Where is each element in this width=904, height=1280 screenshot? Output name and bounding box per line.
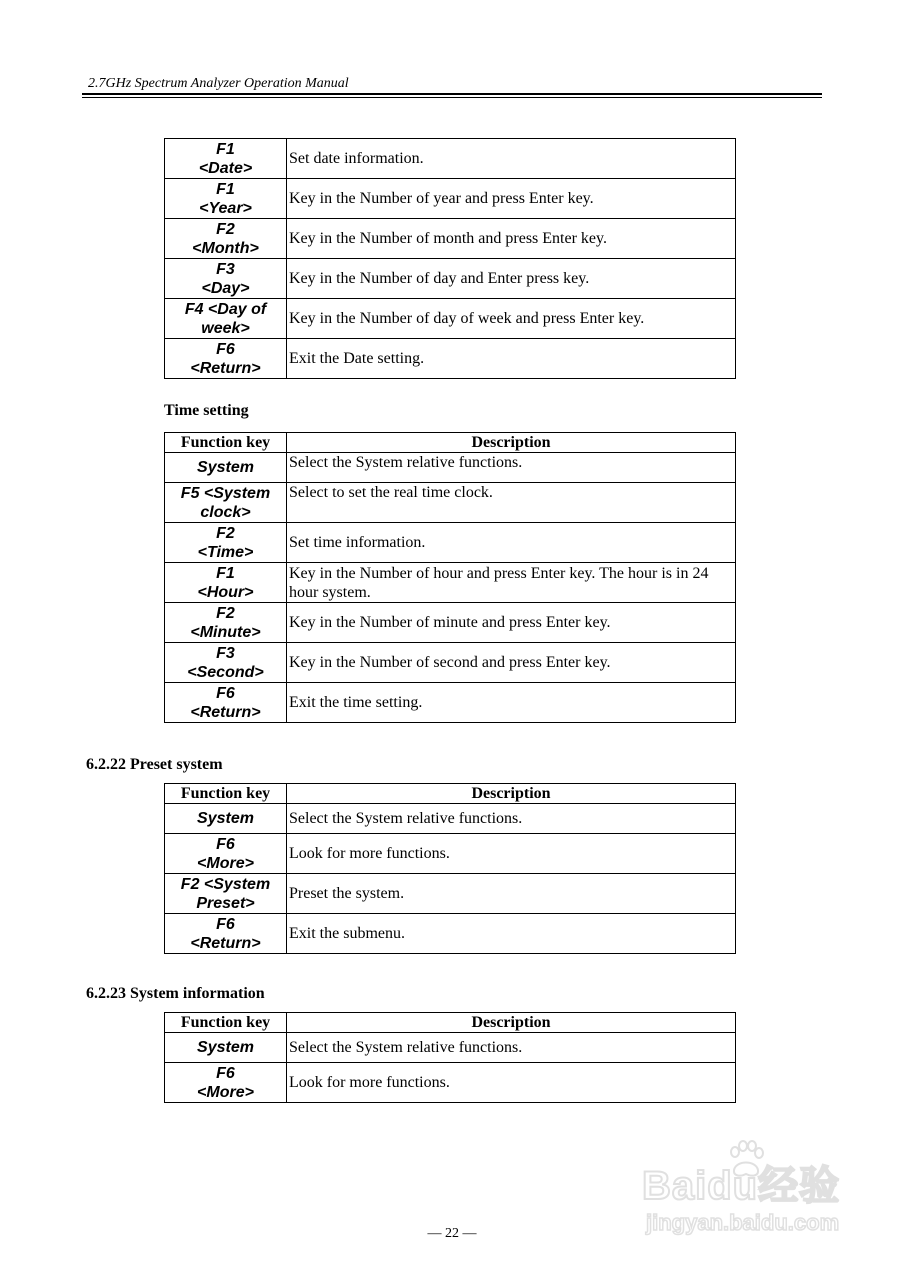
table-row [165, 179, 736, 219]
description-header: Description [287, 784, 736, 804]
system-information-table [164, 1012, 736, 1103]
description-cell: Look for more functions. [287, 834, 736, 874]
watermark-url: jingyan.baidu.com [646, 1210, 840, 1235]
function-key-cell: F6 <Return> [165, 339, 287, 379]
table-row [165, 1063, 736, 1103]
description-cell: Exit the time setting. [287, 683, 736, 723]
table-header-row [165, 433, 736, 453]
function-key-header: Function key [165, 433, 287, 453]
description-cell: Select the System relative functions. [287, 1033, 736, 1063]
table-header-row [165, 1013, 736, 1033]
description-cell: Select the System relative functions. [287, 804, 736, 834]
function-key-cell: F6 <Return> [165, 914, 287, 954]
table-row [165, 834, 736, 874]
table-row [165, 1033, 736, 1063]
table-row [165, 219, 736, 259]
table-row [165, 483, 736, 523]
time-setting-heading: Time setting [164, 402, 249, 419]
description-cell: Key in the Number of day of week and press Enter key. [287, 299, 736, 339]
function-key-cell: F3 <Day> [165, 259, 287, 299]
table-row [165, 804, 736, 834]
table-row [165, 139, 736, 179]
table-row [165, 259, 736, 299]
description-cell: Key in the Number of month and press Enter key. [287, 219, 736, 259]
header-rule [82, 93, 822, 98]
table-row [165, 874, 736, 914]
function-key-cell: F6 <Return> [165, 683, 287, 723]
table-row [165, 603, 736, 643]
page-number: — 22 — [427, 1226, 477, 1241]
function-key-cell: System [165, 1033, 287, 1063]
function-key-cell: F2 <Minute> [165, 603, 287, 643]
description-header: Description [287, 433, 736, 453]
function-key-cell: F6 <More> [165, 834, 287, 874]
date-setting-table [164, 138, 736, 379]
preset-system-table [164, 783, 736, 954]
time-setting-table [164, 432, 736, 723]
description-cell: Key in the Number of day and Enter press key. [287, 259, 736, 299]
function-key-cell: F1 <Year> [165, 179, 287, 219]
preset-system-heading: 6.2.22 Preset system [86, 756, 223, 773]
description-cell: Select the System relative functions. [287, 453, 736, 483]
function-key-cell: System [165, 804, 287, 834]
table-row [165, 453, 736, 483]
table-row [165, 523, 736, 563]
function-key-cell: F5 <System clock> [165, 483, 287, 523]
description-cell: Exit the Date setting. [287, 339, 736, 379]
table-row [165, 339, 736, 379]
description-cell: Key in the Number of second and press Enter key. [287, 643, 736, 683]
function-key-cell: F2 <System Preset> [165, 874, 287, 914]
function-key-cell: F3 <Second> [165, 643, 287, 683]
running-header: 2.7GHz Spectrum Analyzer Operation Manual [88, 76, 349, 91]
table-row [165, 643, 736, 683]
description-cell: Set time information. [287, 523, 736, 563]
description-cell: Key in the Number of minute and press Enter key. [287, 603, 736, 643]
function-key-cell: F2 <Time> [165, 523, 287, 563]
system-information-heading: 6.2.23 System information [86, 985, 265, 1002]
table-row [165, 914, 736, 954]
function-key-cell: System [165, 453, 287, 483]
table-header-row [165, 784, 736, 804]
function-key-cell: F1 <Hour> [165, 563, 287, 603]
watermark-logo-text: Baidu经验 [642, 1164, 841, 1208]
description-cell: Set date information. [287, 139, 736, 179]
description-cell: Preset the system. [287, 874, 736, 914]
table-row [165, 299, 736, 339]
table-row [165, 563, 736, 603]
description-cell: Select to set the real time clock. [287, 483, 736, 523]
function-key-cell: F1 <Date> [165, 139, 287, 179]
function-key-cell: F6 <More> [165, 1063, 287, 1103]
description-header: Description [287, 1013, 736, 1033]
description-cell: Look for more functions. [287, 1063, 736, 1103]
description-cell: Key in the Number of year and press Enter key. [287, 179, 736, 219]
function-key-header: Function key [165, 1013, 287, 1033]
function-key-header: Function key [165, 784, 287, 804]
description-cell: Exit the submenu. [287, 914, 736, 954]
function-key-cell: F2 <Month> [165, 219, 287, 259]
table-row [165, 683, 736, 723]
function-key-cell: F4 <Day of week> [165, 299, 287, 339]
description-cell: Key in the Number of hour and press Enter key. The hour is in 24 hour system. [287, 563, 736, 603]
